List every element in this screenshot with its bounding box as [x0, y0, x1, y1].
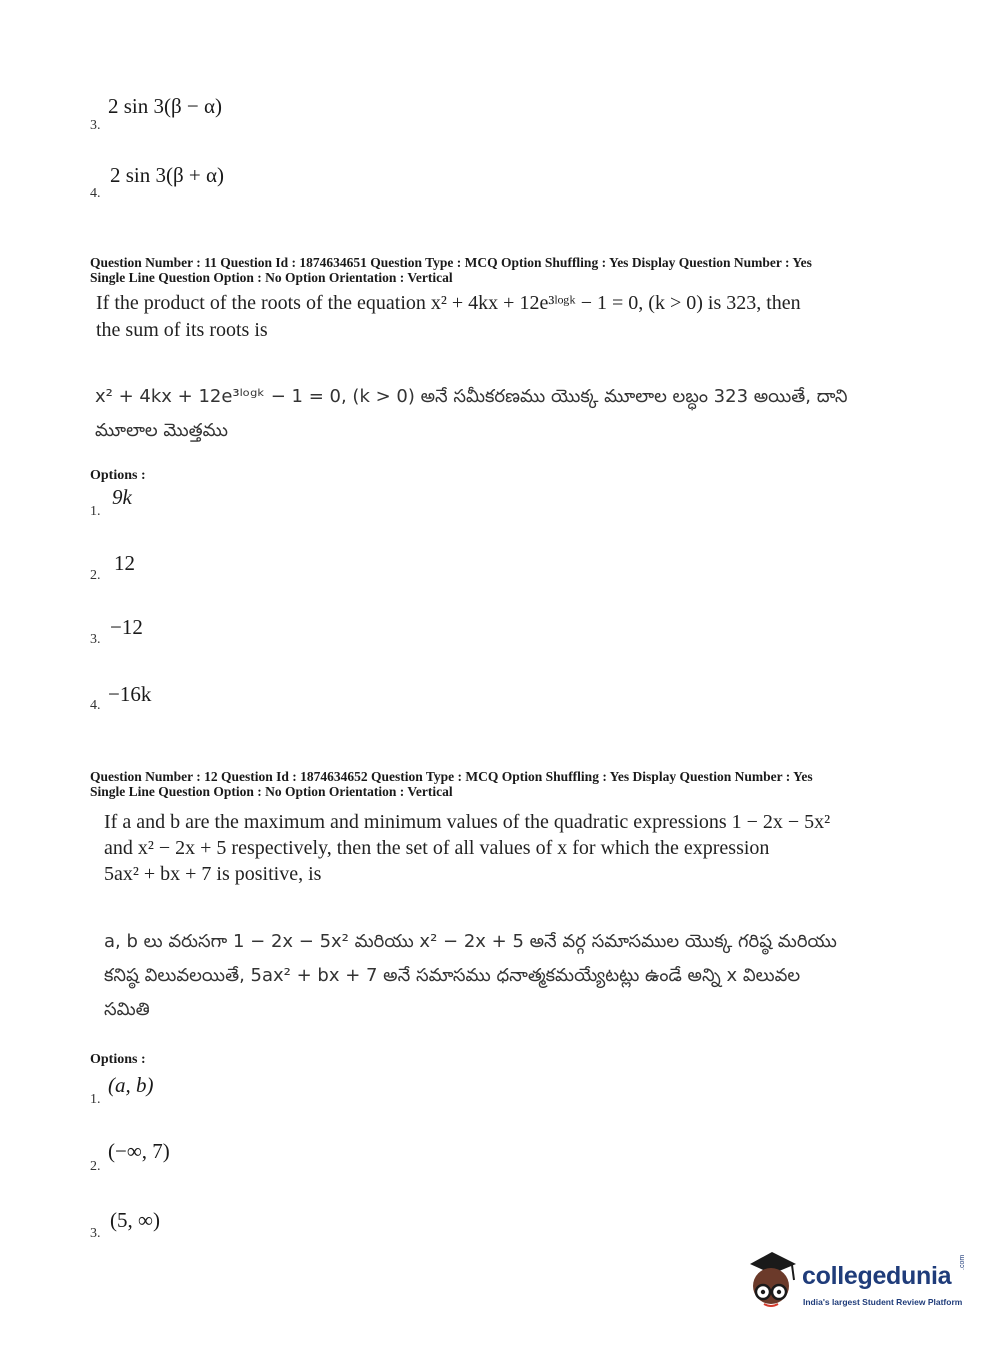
option-text: 12 [114, 551, 135, 575]
options-label: Options : [90, 1052, 146, 1067]
mascot-icon [742, 1250, 800, 1310]
question-text-english: If the product of the roots of the equation x² + 4kx + 12e³ˡᵒᵍᵏ − 1 = 0, (k > 0) is 323, then [96, 292, 801, 314]
brand-suffix: .com [959, 1254, 966, 1270]
question-meta: Question Number : 12 Question Id : 1874634652 Question Type : MCQ Option Shuffling : Yes Display Question Number : Yes [90, 769, 813, 784]
option-number: 1. [90, 1092, 101, 1107]
option-text: (5, ∞) [110, 1208, 160, 1232]
question-text-english: the sum of its roots is [96, 319, 268, 341]
collegedunia-watermark [742, 1250, 972, 1312]
option-text: 9k [112, 485, 132, 509]
question-meta: Single Line Question Option : No Option Orientation : Vertical [90, 270, 453, 285]
question-text-english: If a and b are the maximum and minimum values of the quadratic expressions 1 − 2x − 5x² [104, 811, 831, 833]
option-number: 3. [90, 1226, 101, 1241]
option-number: 2. [90, 1159, 101, 1174]
option-number: 2. [90, 568, 101, 583]
question-text-telugu: మూలాల మొత్తము [95, 420, 228, 441]
option-text: 2 sin 3(β + α) [110, 163, 225, 187]
brand-name: collegedunia [802, 1262, 952, 1290]
options-label: Options : [90, 468, 146, 483]
question-meta: Question Number : 11 Question Id : 1874634651 Question Type : MCQ Option Shuffling : Yes Display Question Number : Yes [90, 255, 812, 270]
option-number: 1. [90, 504, 101, 519]
option-text: (−∞, 7) [108, 1139, 170, 1163]
question-text-telugu: a, b లు వరుసగా 1 − 2x − 5x² మరియు x² − 2x + 5 అనే వర్గ సమాసముల యొక్క గరిష్ఠ మరియు [104, 931, 837, 952]
option-text: −16k [108, 682, 152, 706]
question-text-telugu: సమితి [104, 999, 150, 1020]
option-number: 3. [90, 632, 101, 647]
option-text: 2 sin 3(β − α) [108, 94, 223, 118]
question-meta: Single Line Question Option : No Option Orientation : Vertical [90, 784, 453, 799]
option-text: (a, b) [108, 1073, 154, 1097]
option-number: 3. [90, 118, 101, 133]
option-number: 4. [90, 698, 101, 713]
question-text-telugu: కనిష్ఠ విలువలయితే, 5ax² + bx + 7 అనే సమాసము ధనాత్మకమయ్యేటట్లు ఉండే అన్ని x విలువల [104, 965, 801, 986]
question-text-english: and x² − 2x + 5 respectively, then the set of all values of x for which the expression [104, 837, 770, 859]
question-text-telugu: x² + 4kx + 12e³ˡᵒᵍᵏ − 1 = 0, (k > 0) అనే సమీకరణము యొక్క మూలాల లబ్ధం 323 అయితే, దాని [95, 386, 848, 407]
question-text-english: 5ax² + bx + 7 is positive, is [104, 863, 322, 885]
option-text: −12 [110, 615, 143, 639]
option-number: 4. [90, 186, 101, 201]
brand-tagline: India's largest Student Review Platform [803, 1297, 963, 1307]
